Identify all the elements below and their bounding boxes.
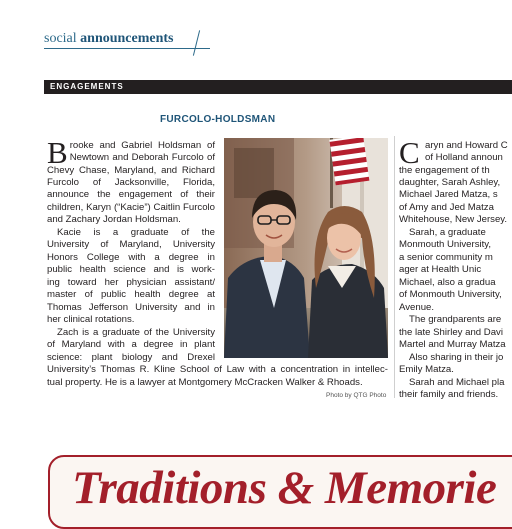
body-line: public health science and is work-: [47, 264, 215, 275]
body-line: Newtown and Deborah Furcolo of: [69, 152, 215, 164]
body-line: Michael Jared Matza, s: [399, 189, 498, 200]
body-line: Michael, also a gradua: [399, 277, 496, 288]
body-line: their family and friends.: [399, 389, 499, 400]
photo-credit: Photo by QTG Photo: [326, 392, 387, 399]
body-line: University’s Thomas R. Kline School of Law with a concentration in intellec-: [47, 364, 388, 375]
header-word-social: social: [44, 31, 77, 46]
article-1-opening: [47, 135, 215, 170]
body-line: Sarah, a graduate: [409, 227, 486, 238]
body-line: Sarah and Michael pla: [409, 377, 505, 388]
article-2-opening: [399, 135, 512, 170]
body-line: the engagement of th: [399, 165, 490, 176]
body-line: of Maryland with a degree in plant: [47, 339, 215, 350]
body-line: the late Shirley and Davi: [399, 327, 503, 338]
body-line: of Amy and Jed Matza: [399, 202, 494, 213]
body-line: rooke and Gabriel Holdsman of: [69, 140, 215, 151]
body-line: Chevy Chase, Maryland, and Richard: [47, 165, 215, 176]
body-line: ager at Health Unic: [399, 264, 482, 275]
body-line: Also sharing in their jo: [409, 352, 504, 363]
body-line: Martel and Murray Matza: [399, 339, 506, 350]
body-line: Zach is a graduate of the University: [57, 327, 215, 338]
body-line: her clinical rotations.: [47, 314, 135, 325]
section-header: [44, 31, 174, 47]
body-line: master of public health degree at: [47, 289, 215, 300]
body-line: science: plant biology and Drexel: [47, 352, 215, 363]
body-line: tual property. He is a lawyer at Montgomery McCracken Walker & Rhoads.: [47, 377, 363, 388]
body-line: Honors College with a degree in: [47, 252, 215, 263]
body-line: Avenue.: [399, 302, 435, 313]
header-underline: [44, 48, 210, 49]
drop-cap: C: [399, 135, 420, 170]
body-line: children, Karyn (“Kacie”) Caitlin Furcolo: [47, 202, 215, 213]
section-label: ENGAGEMENTS: [50, 82, 124, 91]
header-slash: [193, 30, 200, 55]
body-line: and Zachary Jordan Holdsman.: [47, 214, 181, 225]
body-line: The grandparents are: [409, 314, 502, 325]
body-line: Kacie is a graduate of the: [57, 227, 215, 238]
body-line: of Holland announ: [425, 152, 503, 164]
drop-cap: B: [47, 135, 68, 170]
body-line: daughter, Sarah Ashley,: [399, 177, 501, 188]
body-line: University of Maryland, University: [47, 239, 215, 250]
body-line: a senior community m: [399, 252, 493, 263]
body-line: Emily Matza.: [399, 364, 454, 375]
body-line: aryn and Howard C: [425, 140, 508, 151]
body-line: Monmouth University,: [399, 239, 492, 250]
body-line: announce the engagement of their: [47, 189, 215, 200]
body-line: Furcolo of Jacksonville, Florida,: [47, 177, 215, 188]
body-line: ing toward her physician assistant/: [47, 277, 215, 288]
banner-title: Traditions & Memorie: [72, 462, 497, 514]
body-line: of Monmouth University,: [399, 289, 502, 300]
article-headline: FURCOLO-HOLDSMAN: [160, 114, 276, 125]
body-line: Thomas Jefferson University and in: [47, 302, 215, 313]
engagement-photo: [224, 138, 388, 358]
body-line: Whitehouse, New Jersey.: [399, 214, 508, 225]
column-divider: [394, 136, 395, 398]
header-word-announcements: announcements: [80, 31, 174, 46]
